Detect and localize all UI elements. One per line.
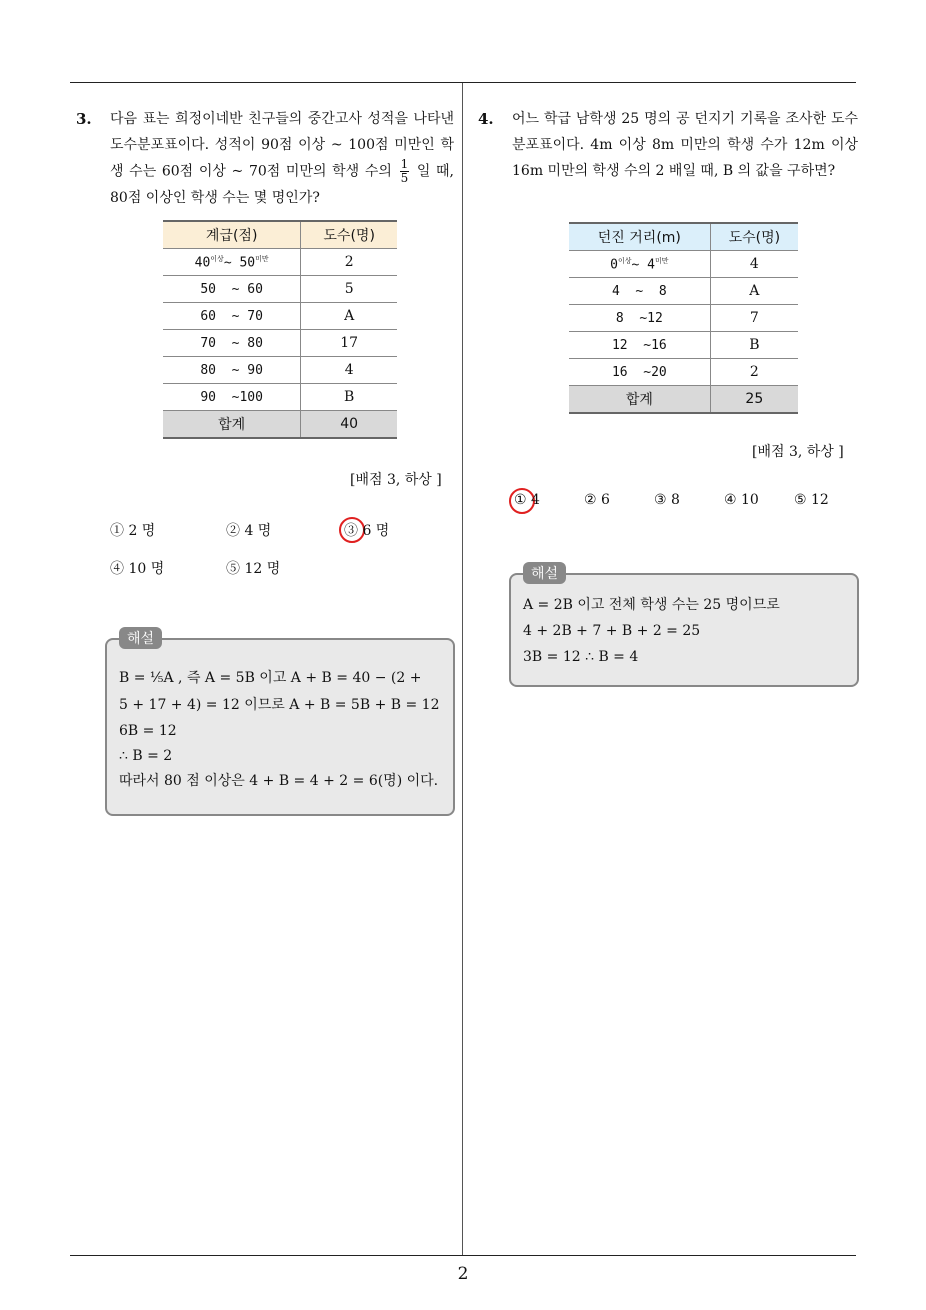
frequency-cell: 17 (301, 330, 397, 357)
frequency-cell: 2 (710, 359, 798, 386)
column-header: 도수(명) (301, 221, 397, 249)
table-row (569, 359, 798, 386)
frequency-cell: 5 (301, 276, 397, 303)
choice-2[interactable]: ② 4 명 (226, 523, 272, 539)
fraction-numerator: 1 (400, 157, 409, 171)
solution-line: 4 + 2B + 7 + B + 2 = 25 (523, 623, 701, 639)
total-row (163, 411, 397, 439)
solution-line: 5 + 17 + 4) = 12 이므로 A + B = 5B + B = 12 (119, 697, 440, 713)
table-row (569, 332, 798, 359)
total-label: 합계 (163, 411, 301, 439)
frequency-cell: A (301, 303, 397, 330)
class-cell: $40^{이상}\sim$ $50^{미만}$ (163, 249, 301, 276)
choice-5[interactable]: ⑤ 12 명 (226, 561, 281, 577)
class-cell: 8 ~12 (569, 305, 710, 332)
solution-line: B = ⅕A , 즉 A = 5B 이고 A + B = 40 − (2 + (119, 670, 422, 686)
solution-line: ∴ B = 2 (119, 748, 173, 764)
frequency-cell: 4 (301, 357, 397, 384)
table-row (569, 251, 798, 278)
frequency-cell: 7 (710, 305, 798, 332)
bottom-rule (70, 1255, 856, 1256)
problem-text-part1: 다음 표는 희정이네반 친구들의 중간고사 성적을 나타낸 도수분포표이다. 성적이 90점 이상 ~ 100점 미만인 학생 수는 60점 이상 ~ 70점 미만의 학생 수의 (110, 111, 454, 180)
fraction-denominator: 5 (400, 171, 409, 185)
class-cell: 80 ~ 90 (163, 357, 301, 384)
frequency-cell: A (710, 278, 798, 305)
class-cell: 90 ~100 (163, 384, 301, 411)
problem-text: 어느 학급 남학생 25 명의 공 던지기 기록을 조사한 도수분포표이다. 4m 이상 8m 미만의 학생 수가 12m 이상 16m 미만의 학생 수의 2 배일 때, B 의 값을 구하면? (512, 111, 858, 179)
problem-text-part2: 일 때, 80점 이상인 학생 수는 몇 명인가? (110, 163, 455, 206)
choice-4[interactable]: ④ 10 (724, 492, 759, 508)
table-row (163, 303, 397, 330)
choice-5[interactable]: ⑤ 12 (794, 492, 829, 508)
solution-tag: 해설 (523, 562, 566, 584)
solution-tag: 해설 (119, 627, 162, 649)
class-cell: 16 ~20 (569, 359, 710, 386)
class-cell: 50 ~ 60 (163, 276, 301, 303)
class-cell: 60 ~ 70 (163, 303, 301, 330)
total-value: 25 (710, 386, 798, 414)
score-label: [배점 3, 하상 ] (350, 472, 442, 488)
page-number: 2 (457, 1264, 469, 1284)
choice-1[interactable]: ① 4 (514, 492, 540, 508)
solution-line: 6B = 12 (119, 723, 177, 739)
solution-line: 따라서 80 점 이상은 4 + B = 4 + 2 = 6(명) 이다. (119, 773, 439, 789)
total-value: 40 (301, 411, 397, 439)
table-row (163, 330, 397, 357)
frequency-cell: B (301, 384, 397, 411)
table-row (163, 276, 397, 303)
fraction (400, 158, 410, 185)
solution-box-3 (105, 631, 455, 816)
score-label: [배점 3, 하상 ] (752, 444, 844, 460)
column-divider (462, 83, 463, 1255)
class-cell: 70 ~ 80 (163, 330, 301, 357)
class-cell: 12 ~16 (569, 332, 710, 359)
choice-2[interactable]: ② 6 (584, 492, 610, 508)
table-row (163, 249, 397, 276)
problem-text (110, 106, 454, 211)
solution-box-4 (509, 566, 859, 687)
solution-line: 3B = 12 ∴ B = 4 (523, 649, 639, 665)
choice-1[interactable]: ① 2 명 (110, 523, 156, 539)
choice-3[interactable]: ③ 6 명 (344, 523, 390, 539)
choice-3[interactable]: ③ 8 (654, 492, 680, 508)
column-header: 계급(점) (163, 221, 301, 249)
frequency-cell: B (710, 332, 798, 359)
frequency-cell: 2 (301, 249, 397, 276)
frequency-table-4 (569, 222, 798, 414)
choice-4[interactable]: ④ 10 명 (110, 561, 165, 577)
problem-number: 3. (76, 110, 92, 128)
table-row (163, 357, 397, 384)
problem-number: 4. (478, 110, 494, 128)
class-cell: 4 ~ 8 (569, 278, 710, 305)
total-label: 합계 (569, 386, 710, 414)
total-row (569, 386, 798, 414)
column-header: 던진 거리(m) (569, 223, 710, 251)
solution-line: A = 2B 이고 전체 학생 수는 25 명이므로 (523, 597, 780, 613)
class-cell: $0^{이상}\sim$ $4^{미만}$ (569, 251, 710, 278)
table-row (569, 278, 798, 305)
column-header: 도수(명) (710, 223, 798, 251)
top-rule (70, 82, 856, 83)
frequency-table-3 (163, 220, 397, 439)
frequency-cell: 4 (710, 251, 798, 278)
table-row (569, 305, 798, 332)
table-row (163, 384, 397, 411)
